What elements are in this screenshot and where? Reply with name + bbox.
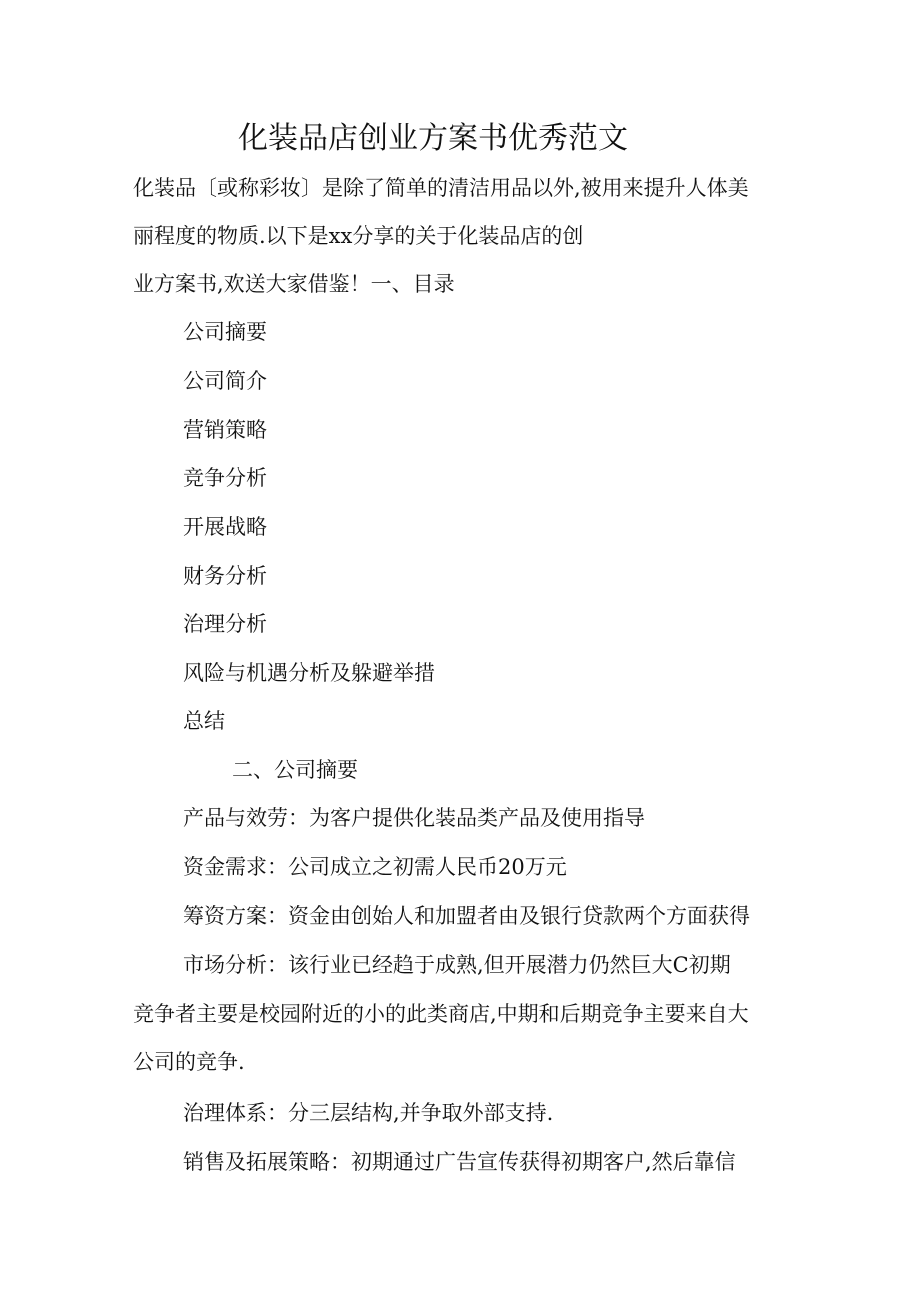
intro-line: 业方案书,欢送大家借鉴！一、目录 bbox=[133, 272, 455, 296]
paragraph-line: 公司的竞争. bbox=[133, 1050, 245, 1074]
toc-item: 治理分析 bbox=[183, 612, 267, 636]
toc-item: 风险与机遇分析及躲避举措 bbox=[183, 661, 435, 685]
toc-item: 财务分析 bbox=[183, 564, 267, 588]
intro-line: 丽程度的物质.以下是xx分享的关于化装品店的创 bbox=[133, 224, 584, 248]
toc-item: 竞争分析 bbox=[183, 466, 267, 490]
document-title: 化装品店创业方案书优秀范文 bbox=[238, 121, 628, 156]
paragraph-line: 筹资方案：资金由创始人和加盟者由及银行贷款两个方面获得 bbox=[183, 904, 750, 928]
paragraph-line: 市场分析：该行业已经趋于成熟,但开展潜力仍然巨大C初期 bbox=[183, 953, 731, 977]
intro-line: 化装品〔或称彩妆〕是除了简单的清洁用品以外,被用来提升人体美 bbox=[133, 176, 749, 200]
paragraph-line: 竞争者主要是校园附近的小的此类商店,中期和后期竞争主要来自大 bbox=[133, 1002, 749, 1026]
toc-item: 公司摘要 bbox=[183, 320, 267, 344]
toc-item: 公司简介 bbox=[183, 369, 267, 393]
paragraph-line: 治理体系：分三层结构,并争取外部支持. bbox=[183, 1101, 554, 1125]
paragraph-line: 产品与效劳：为客户提供化装品类产品及使用指导 bbox=[183, 806, 645, 830]
paragraph-line: 销售及拓展策略：初期通过广告宣传获得初期客户,然后靠信 bbox=[183, 1150, 736, 1174]
paragraph-line: 资金需求：公司成立之初需人民币20万元 bbox=[183, 855, 567, 879]
toc-item: 开展战略 bbox=[183, 515, 267, 539]
toc-item: 营销策略 bbox=[183, 418, 267, 442]
toc-item: 总结 bbox=[183, 709, 225, 733]
section-heading: 二、公司摘要 bbox=[232, 758, 358, 782]
